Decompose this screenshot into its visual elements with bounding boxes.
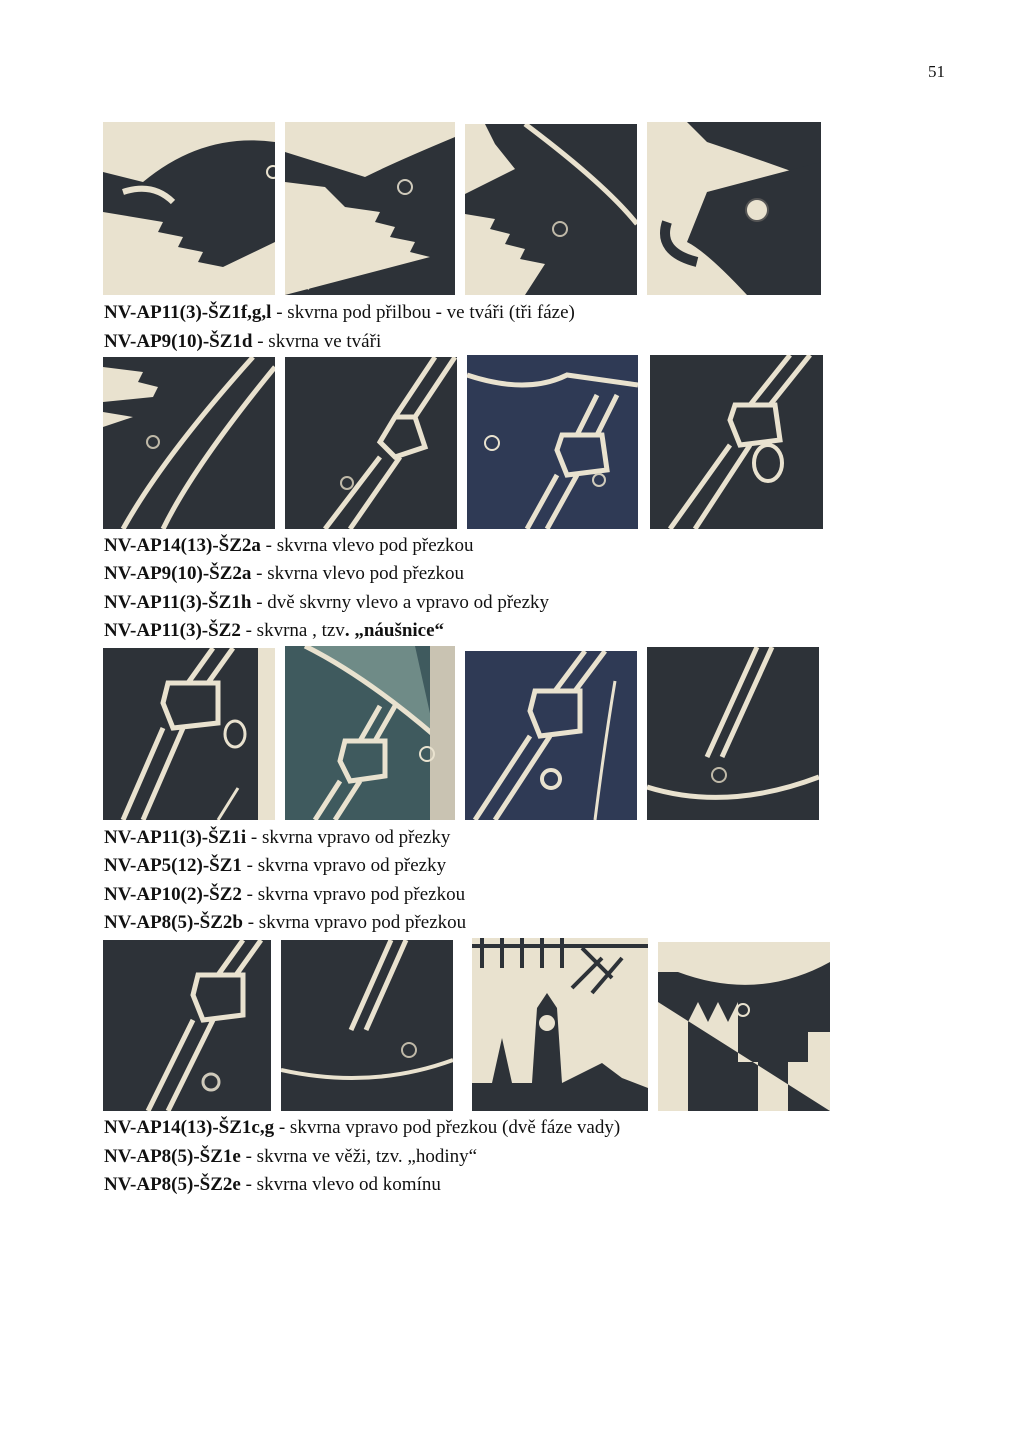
specimen-code: NV-AP5(12)-ŠZ1 (104, 855, 242, 876)
specimen-code: NV-AP11(3)-ŠZ1i (104, 827, 247, 848)
caption-text: - skvrna pod přilbou - ve tváři (tři fáze) (271, 302, 575, 323)
caption-line (104, 884, 465, 906)
caption-text: - dvě skvrny vlevo a vpravo od přezky (251, 592, 550, 613)
caption-line (104, 592, 549, 614)
specimen-code: NV-AP11(3)-ŠZ1h (104, 592, 252, 613)
specimen-code: NV-AP11(3)-ŠZ2 (104, 620, 241, 641)
caption-text: - skvrna , tzv (240, 620, 345, 641)
stamp-detail-image (281, 940, 453, 1111)
specimen-code: NV-AP8(5)-ŠZ2e (104, 1174, 241, 1195)
stamp-detail-image (103, 648, 275, 820)
caption-text: - skvrna vlevo od komínu (240, 1174, 441, 1195)
caption-text: - skvrna vpravo od přezky (246, 827, 451, 848)
specimen-code: NV-AP9(10)-ŠZ2a (104, 563, 252, 584)
caption-line (104, 331, 381, 353)
stamp-detail-image (285, 357, 457, 529)
stamp-detail-image (103, 940, 271, 1111)
stamp-detail-image (103, 122, 275, 295)
caption-line (104, 1117, 620, 1139)
caption-text: - skvrna vlevo pod přezkou (260, 535, 474, 556)
stamp-detail-image (658, 942, 830, 1111)
specimen-code: NV-AP8(5)-ŠZ2b (104, 912, 243, 933)
caption-text: - skvrna vpravo pod přezkou (dvě fáze vady) (274, 1117, 621, 1138)
caption-line (104, 855, 446, 877)
stamp-detail-image (467, 355, 638, 529)
caption-line (104, 912, 466, 934)
stamp-detail-image (650, 355, 823, 529)
caption-line (104, 1146, 477, 1168)
caption-text: - skvrna ve věži, tzv. „hodiny“ (240, 1146, 478, 1167)
stamp-detail-image (465, 651, 637, 820)
specimen-code: NV-AP14(13)-ŠZ1c,g (104, 1117, 275, 1138)
specimen-code: NV-AP8(5)-ŠZ1e (104, 1146, 241, 1167)
caption-line (104, 827, 450, 849)
caption-text: - skvrna vpravo pod přezkou (241, 884, 466, 905)
specimen-code: NV-AP14(13)-ŠZ2a (104, 535, 261, 556)
stamp-detail-image (472, 938, 648, 1111)
caption-line (104, 563, 464, 585)
caption-line (104, 535, 474, 557)
caption-text: - skvrna ve tváři (252, 331, 382, 352)
stamp-detail-image (285, 646, 455, 820)
specimen-code: NV-AP11(3)-ŠZ1f,g,l (104, 302, 272, 323)
stamp-detail-image (647, 647, 819, 820)
caption-line (104, 1174, 441, 1196)
specimen-code: NV-AP10(2)-ŠZ2 (104, 884, 242, 905)
caption-emphasis: . „náušnice“ (344, 620, 445, 641)
stamp-detail-image (647, 122, 821, 295)
stamp-detail-image (103, 357, 275, 529)
caption-text: - skvrna vpravo pod přezkou (242, 912, 467, 933)
caption-line (104, 620, 444, 642)
stamp-detail-image (285, 122, 455, 295)
caption-line (104, 302, 575, 324)
caption-text: - skvrna vlevo pod přezkou (251, 563, 465, 584)
caption-text: - skvrna vpravo od přezky (241, 855, 447, 876)
page-number: 51 (928, 62, 945, 81)
stamp-detail-image (465, 124, 637, 295)
specimen-code: NV-AP9(10)-ŠZ1d (104, 331, 253, 352)
